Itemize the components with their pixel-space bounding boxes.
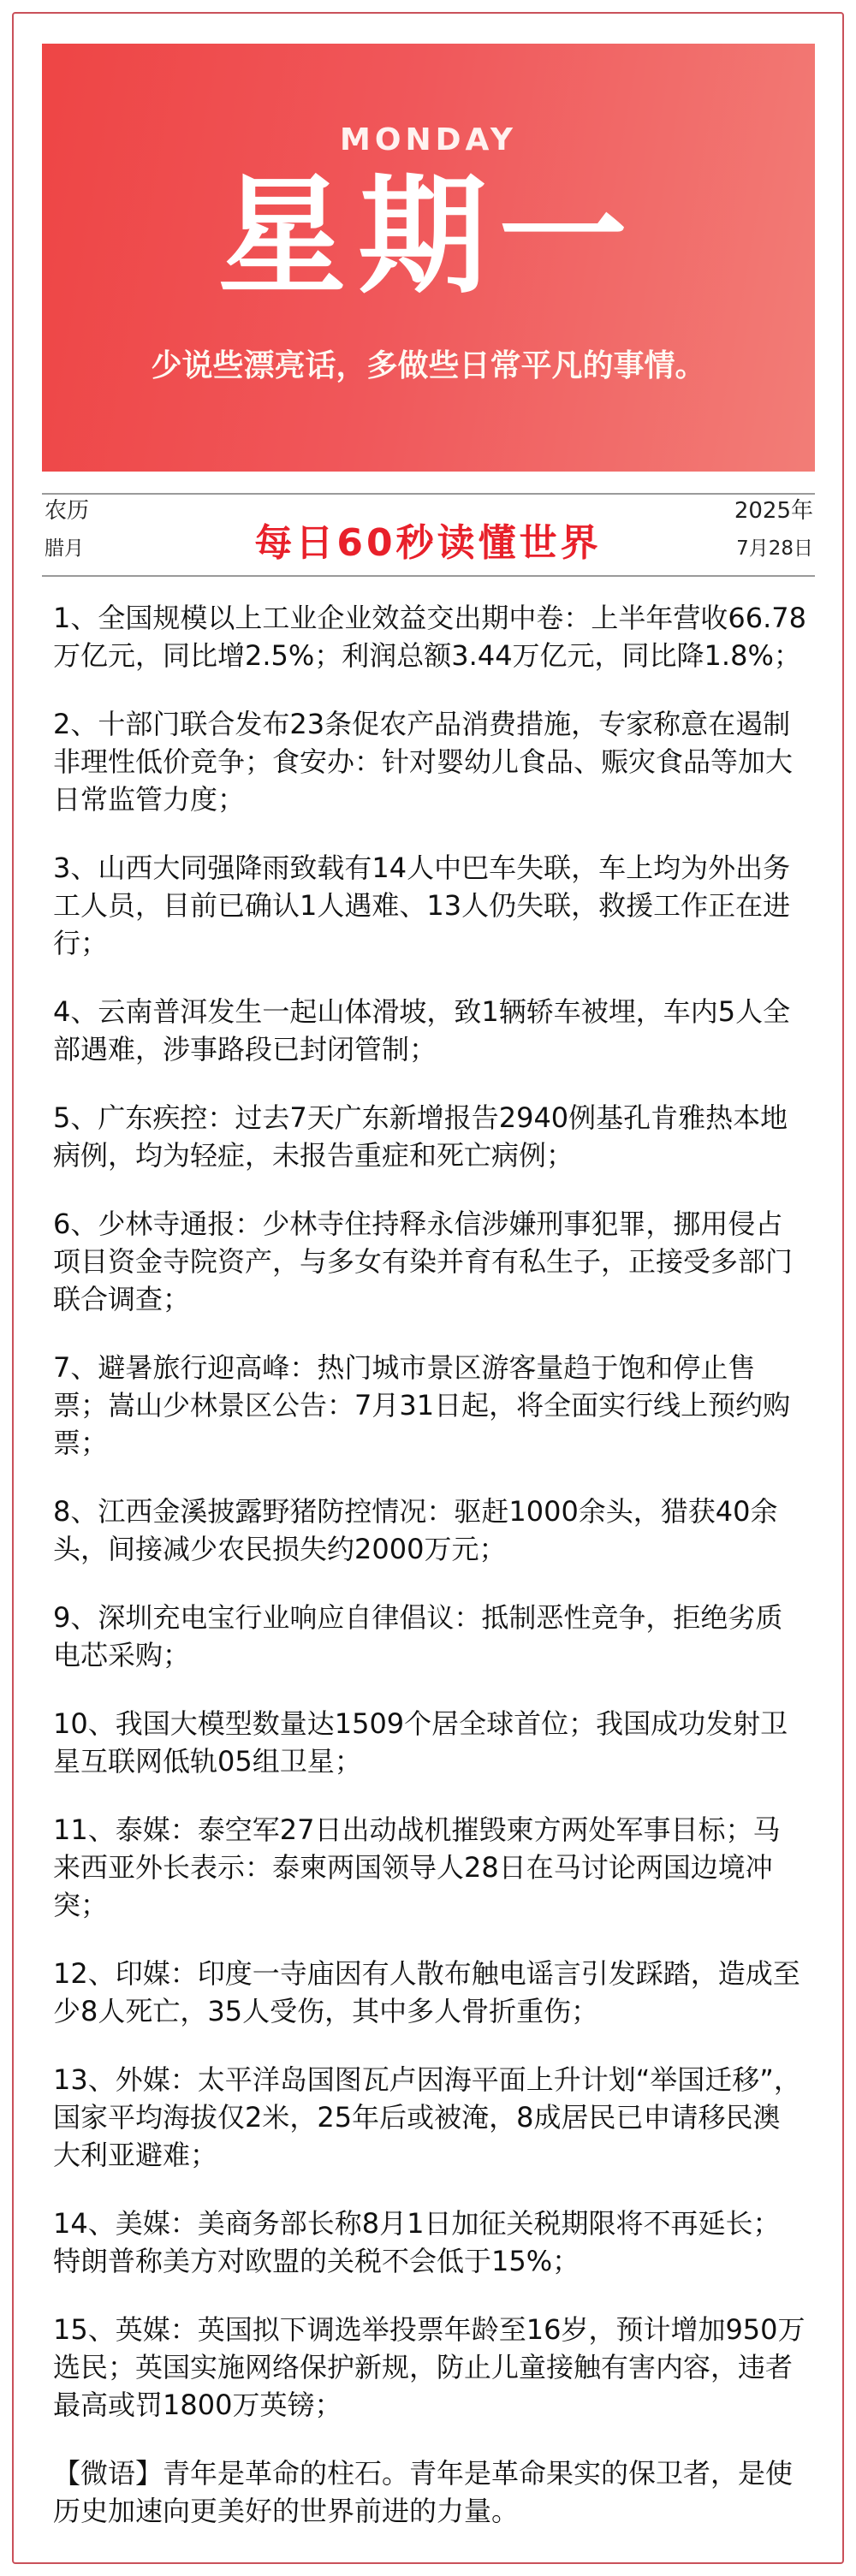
weekday-english: MONDAY: [340, 122, 517, 157]
lunar-month: 腊月: [45, 537, 84, 560]
news-item: 3、山西大同强降雨致载有14人中巴车失联，车上均为外出务工人员，目前已确认1人遇难、13人仍失联，救援工作正在进行；: [53, 852, 791, 959]
gregorian-date: [734, 496, 813, 563]
news-item: 10、我国大模型数量达1509个居全球首位；我国成功发射卫星互联网低轨05组卫星；: [53, 1707, 788, 1778]
daily-quote: 【微语】青年是革命的柱石。青年是革命果实的保卫者，是使历史加速向更美好的世界前进的力量。: [53, 2457, 794, 2527]
news-item: 6、少林寺通报：少林寺住持释永信涉嫌刑事犯罪，挪用侵占项目资金寺院资产，与多女有染并育有私生子，正接受多部门联合调查；: [53, 1208, 794, 1315]
news-item: 11、泰媒：泰空军27日出动战机摧毁柬方两处军事目标；马来西亚外长表示：泰柬两国领导人28日在马讨论两国边境冲突；: [53, 1813, 781, 1921]
bottom-divider: [42, 575, 815, 577]
news-item: 1、全国规模以上工业企业效益交出期中卷：上半年营收66.78万亿元，同比增2.5%；利润总额3.44万亿元，同比降1.8%；: [53, 602, 806, 672]
page-title: 每日60秒读懂世界: [254, 521, 602, 565]
news-item: 8、江西金溪披露野猪防控情况：驱赶1000余头，猎获40余头，间接减少农民损失约2000万元；: [53, 1495, 778, 1565]
banner-motto: 少说些漂亮话，多做些日常平凡的事情。: [151, 348, 706, 383]
news-item: 2、十部门联合发布23条促农产品消费措施，专家称意在遏制非理性低价竞争；食安办：针对婴幼儿食品、赈灾食品等加大日常监管力度；: [53, 708, 794, 816]
lunar-label: 农历: [45, 498, 90, 524]
top-divider: [42, 493, 815, 495]
news-item: 12、印媒：印度一寺庙因有人散布触电谣言引发踩踏，造成至少8人死亡，35人受伤，其中多人骨折重伤；: [53, 1957, 800, 2027]
news-item: 13、外媒：太平洋岛国图瓦卢因海平面上升计划“举国迁移”，国家平均海拔仅2米，25年后或被淹，8成居民已申请移民澳大利亚避难；: [53, 2063, 801, 2171]
date-day: 7月28日: [736, 537, 813, 560]
date-year: 2025年: [734, 498, 813, 524]
news-item: 4、云南普洱发生一起山体滑坡，致1辆轿车被埋，车内5人全部遇难，涉事路段已封闭管制；: [53, 995, 791, 1065]
news-list: [53, 599, 806, 2530]
weekday-chinese: 星期一: [217, 161, 639, 312]
news-item: 7、避暑旅行迎高峰：热门城市景区游客量趋于饱和停止售票；嵩山少林景区公告：7月31日起，将全面实行线上预约购票；: [53, 1351, 791, 1459]
news-item: 9、深圳充电宝行业响应自律倡议：抵制恶性竞争，拒绝劣质电芯采购；: [53, 1601, 783, 1671]
news-item: 14、美媒：美商务部长称8月1日加征关税期限将不再延长；特朗普称美方对欧盟的关税不会低于15%；: [53, 2207, 781, 2277]
news-item: 5、广东疾控：过去7天广东新增报告2940例基孔肯雅热本地病例，均为轻症，未报告重症和死亡病例；: [53, 1101, 788, 1172]
header-banner: [42, 44, 815, 472]
news-item: 15、英媒：英国拟下调选举投票年龄至16岁，预计增加950万选民；英国实施网络保护新规，防止儿童接触有害内容，违者最高或罚1800万英镑；: [53, 2313, 805, 2421]
